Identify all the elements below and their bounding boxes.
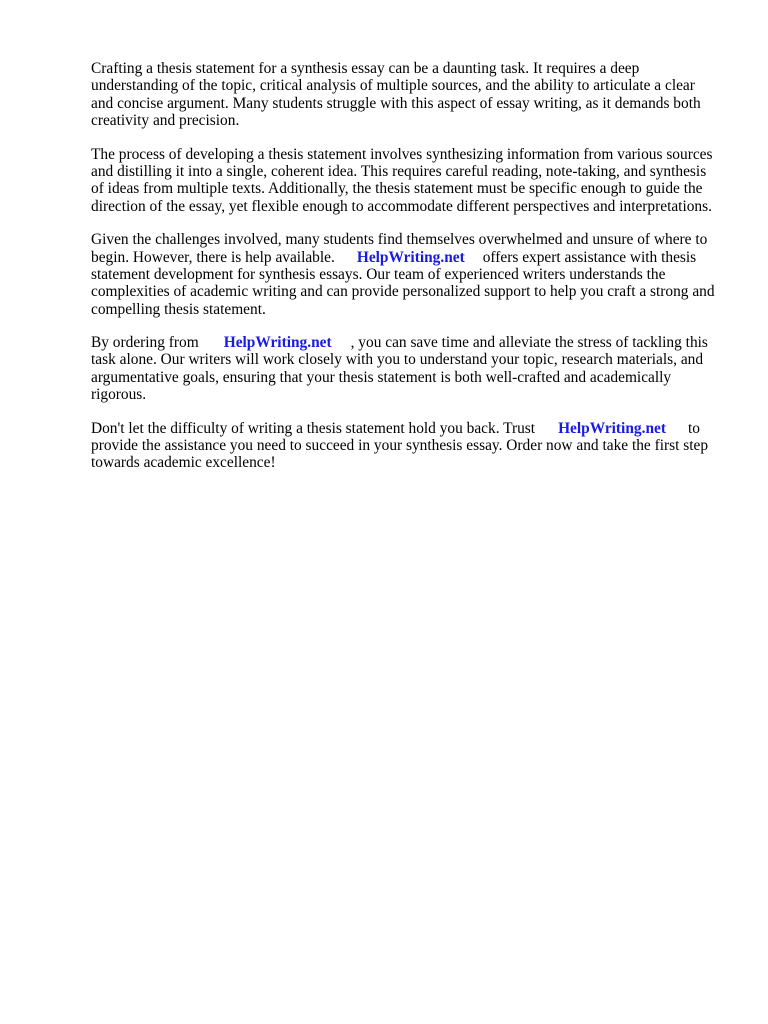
text-line: The process of developing a thesis statement involves synthesizing information from various sources xyxy=(91,145,713,163)
text-line: compelling thesis statement. xyxy=(91,300,266,318)
paragraph-process xyxy=(91,146,721,216)
text-segment: to xyxy=(687,419,700,437)
text-line xyxy=(91,334,721,351)
text-line: Given the challenges involved, many students find themselves overwhelmed and unsure of where to xyxy=(91,231,708,249)
text-line: direction of the essay, yet flexible enough to accommodate different perspectives and interpretations. xyxy=(91,197,712,215)
text-line: statement development for synthesis essays. Our team of experienced writers understands the xyxy=(91,265,666,283)
helpwriting-link[interactable]: HelpWriting.net xyxy=(223,334,332,352)
text-line: Crafting a thesis statement for a synthesis essay can be a daunting task. It requires a deep xyxy=(91,60,640,77)
text-line xyxy=(91,249,721,266)
text-line: rigorous. xyxy=(91,386,147,404)
text-segment: begin. However, there is help available. xyxy=(91,248,335,266)
text-line: argumentative goals, ensuring that your thesis statement is both well-crafted and academically xyxy=(91,368,672,386)
text-line xyxy=(91,420,721,437)
helpwriting-link[interactable]: HelpWriting.net xyxy=(356,248,465,266)
text-segment: Don't let the difficulty of writing a thesis statement hold you back. Trust xyxy=(91,419,536,437)
text-segment: By ordering from xyxy=(91,334,199,352)
text-line: towards academic excellence! xyxy=(91,454,276,472)
helpwriting-link[interactable]: HelpWriting.net xyxy=(558,419,666,437)
text-line: and concise argument. Many students struggle with this aspect of essay writing, as it demands both xyxy=(91,94,701,112)
document-page xyxy=(91,60,721,488)
text-line: understanding of the topic, critical analysis of multiple sources, and the ability to articulate a clear xyxy=(91,77,695,95)
paragraph-ordering xyxy=(91,334,721,404)
text-line: creativity and precision. xyxy=(91,112,240,130)
text-line: and distilling it into a single, coherent idea. This requires careful reading, note-taking, and synthesis xyxy=(91,162,707,180)
paragraph-call-to-action xyxy=(91,420,721,472)
paragraph-challenges xyxy=(91,231,721,318)
text-line: provide the assistance you need to succeed in your synthesis essay. Order now and take the first step xyxy=(91,437,709,455)
text-segment: offers expert assistance with thesis xyxy=(482,248,697,266)
text-line: complexities of academic writing and can provide personalized support to help you craft a strong and xyxy=(91,283,715,301)
text-line: of ideas from multiple texts. Additionally, the thesis statement must be specific enough to guide the xyxy=(91,180,703,198)
paragraph-intro xyxy=(91,60,721,130)
text-segment: , you can save time and alleviate the stress of tackling this xyxy=(350,334,708,352)
text-line: task alone. Our writers will work closely with you to understand your topic, research materials, and xyxy=(91,351,704,369)
